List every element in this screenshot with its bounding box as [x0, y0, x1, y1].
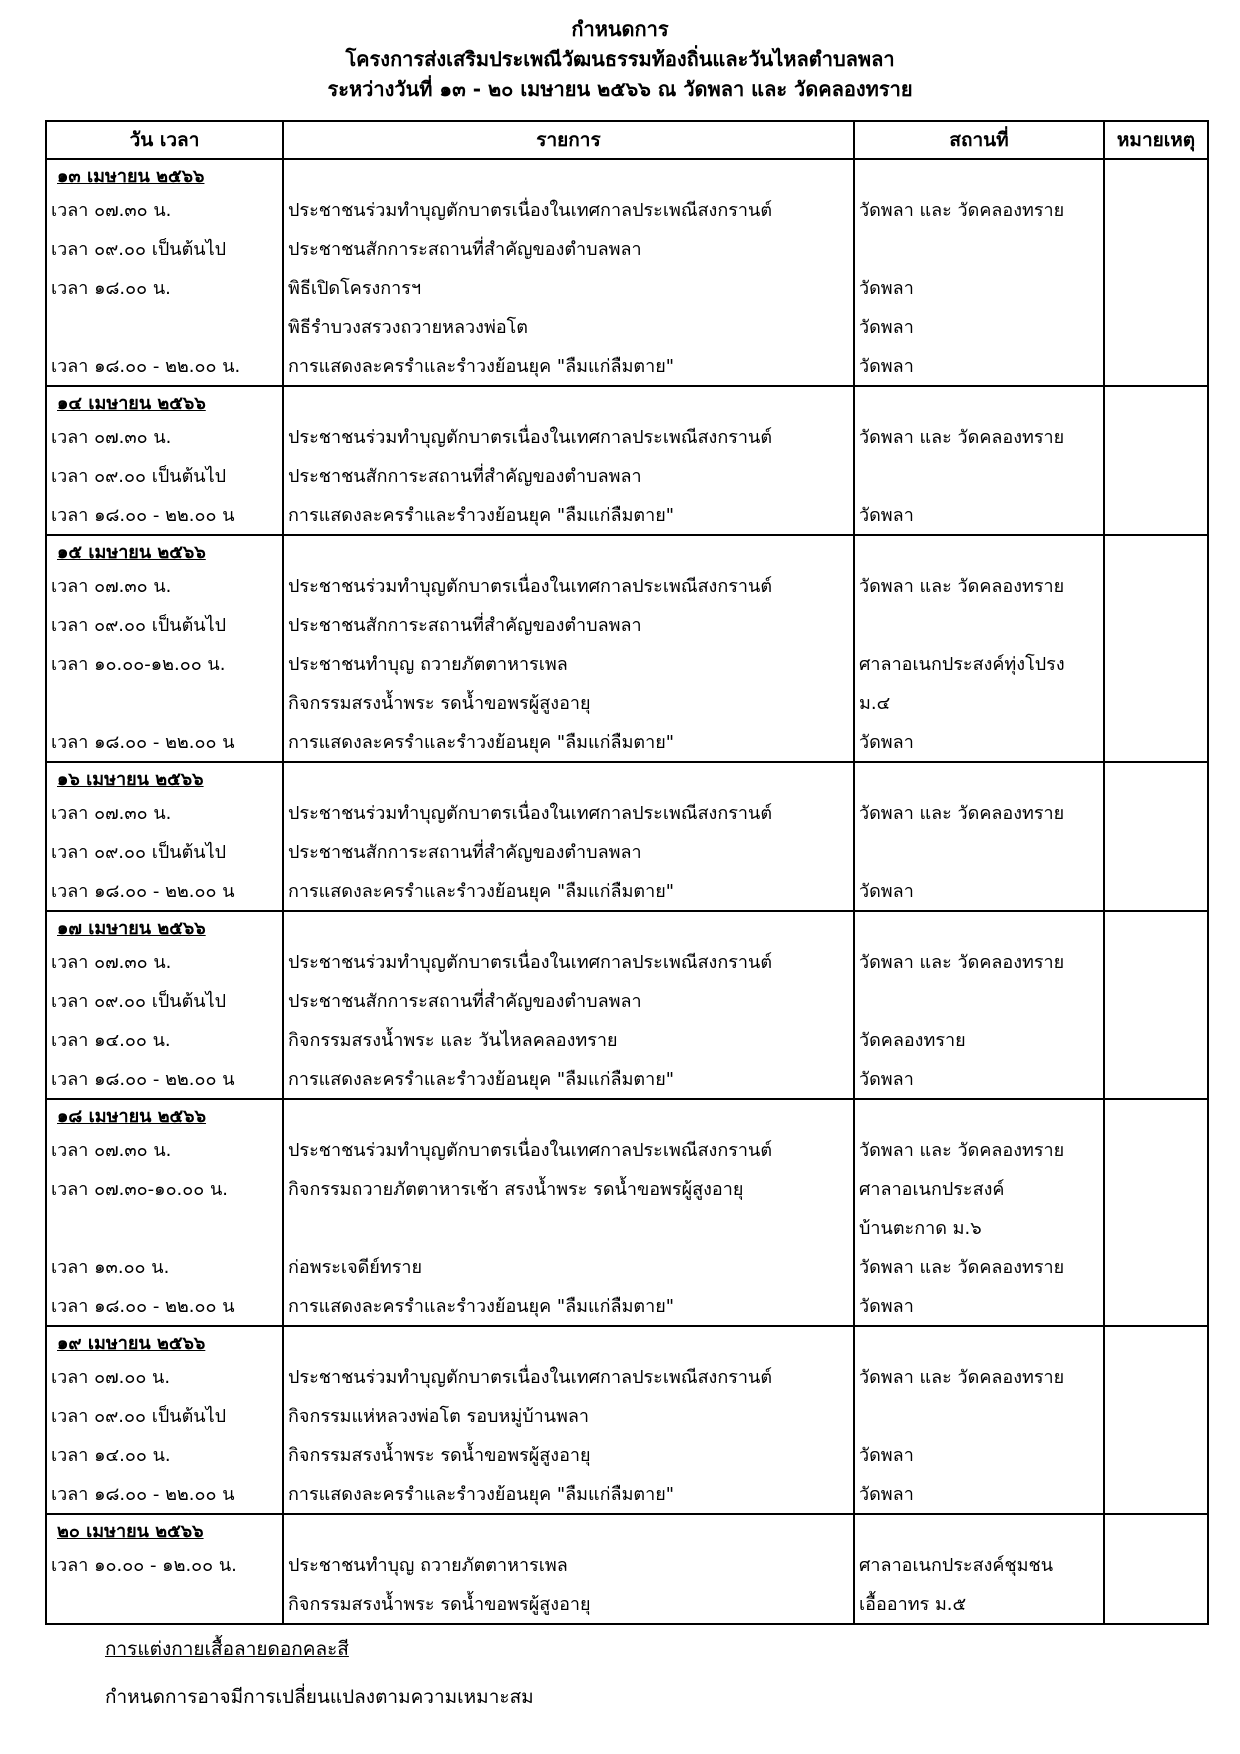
- day-header-row: [46, 386, 1208, 417]
- day-date: ๑๙ เมษายน ๒๕๖๖: [46, 1326, 283, 1357]
- row-remark: [1104, 1435, 1208, 1474]
- row-time: เวลา ๐๗.๓๐ น.: [46, 1130, 283, 1169]
- row-activity: ประชาชนร่วมทำบุญตักบาตรเนื่องในเทศกาลประเพณีสงกรานต์: [283, 417, 854, 456]
- row-place: วัดพลา และ วัดคลองทราย: [854, 417, 1104, 456]
- row-place: [854, 456, 1104, 495]
- schedule-row: [46, 683, 1208, 722]
- row-place: วัดพลา: [854, 495, 1104, 535]
- row-time: เวลา ๐๙.๐๐ เป็นต้นไป: [46, 981, 283, 1020]
- row-remark: [1104, 1208, 1208, 1247]
- row-remark: [1104, 942, 1208, 981]
- row-time: เวลา ๑๘.๐๐ น.: [46, 268, 283, 307]
- day-date: ๒๐ เมษายน ๒๕๖๖: [46, 1514, 283, 1545]
- row-remark: [1104, 417, 1208, 456]
- row-remark: [1104, 495, 1208, 535]
- schedule-row: [46, 942, 1208, 981]
- schedule-row: [46, 605, 1208, 644]
- schedule-row: [46, 1059, 1208, 1099]
- row-time: เวลา ๐๗.๐๐ น.: [46, 1357, 283, 1396]
- row-place: วัดพลา: [854, 1474, 1104, 1514]
- row-activity: การแสดงละครรำและรำวงย้อนยุค "ลืมแก่ลืมตาย": [283, 871, 854, 911]
- row-place: บ้านตะกาด ม.๖: [854, 1208, 1104, 1247]
- row-activity: พิธีรำบวงสรวงถวายหลวงพ่อโต: [283, 307, 854, 346]
- row-place: วัดพลา: [854, 1286, 1104, 1326]
- schedule-row: [46, 190, 1208, 229]
- row-time: เวลา ๐๙.๐๐ เป็นต้นไป: [46, 229, 283, 268]
- row-time: เวลา ๐๙.๐๐ เป็นต้นไป: [46, 456, 283, 495]
- row-remark: [1104, 871, 1208, 911]
- schedule-row: [46, 566, 1208, 605]
- row-time: เวลา ๑๐.๐๐ - ๑๒.๐๐ น.: [46, 1545, 283, 1584]
- row-time: เวลา ๐๗.๓๐-๑๐.๐๐ น.: [46, 1169, 283, 1208]
- row-remark: [1104, 190, 1208, 229]
- row-activity: การแสดงละครรำและรำวงย้อนยุค "ลืมแก่ลืมตาย": [283, 346, 854, 386]
- col-header-activity: รายการ: [283, 121, 854, 159]
- day-header-blank: [1104, 1326, 1208, 1357]
- row-remark: [1104, 722, 1208, 762]
- row-activity: [283, 1208, 854, 1247]
- day-header-blank: [1104, 386, 1208, 417]
- day-header-row: [46, 1514, 1208, 1545]
- schedule-row: [46, 1435, 1208, 1474]
- row-activity: ประชาชนสักการะสถานที่สำคัญของตำบลพลา: [283, 605, 854, 644]
- col-header-place: สถานที่: [854, 121, 1104, 159]
- row-remark: [1104, 605, 1208, 644]
- row-activity: การแสดงละครรำและรำวงย้อนยุค "ลืมแก่ลืมตาย": [283, 495, 854, 535]
- day-header-blank: [854, 535, 1104, 566]
- row-time: เวลา ๑๘.๐๐ - ๒๒.๐๐ น: [46, 871, 283, 911]
- schedule-row: [46, 346, 1208, 386]
- day-header-row: [46, 1099, 1208, 1130]
- day-header-blank: [854, 1514, 1104, 1545]
- day-header-row: [46, 535, 1208, 566]
- row-remark: [1104, 644, 1208, 683]
- row-activity: การแสดงละครรำและรำวงย้อนยุค "ลืมแก่ลืมตาย": [283, 1474, 854, 1514]
- row-remark: [1104, 832, 1208, 871]
- day-header-blank: [1104, 911, 1208, 942]
- title-line-2: โครงการส่งเสริมประเพณีวัฒนธรรมท้องถิ่นและวันไหลตำบลพลา: [345, 47, 895, 71]
- row-time: เวลา ๐๗.๓๐ น.: [46, 417, 283, 456]
- row-activity: ประชาชนทำบุญ ถวายภัตตาหารเพล: [283, 644, 854, 683]
- row-time: เวลา ๑๔.๐๐ น.: [46, 1435, 283, 1474]
- row-remark: [1104, 683, 1208, 722]
- row-remark: [1104, 793, 1208, 832]
- row-time: เวลา ๑๐.๐๐-๑๒.๐๐ น.: [46, 644, 283, 683]
- row-remark: [1104, 1357, 1208, 1396]
- row-activity: ประชาชนสักการะสถานที่สำคัญของตำบลพลา: [283, 229, 854, 268]
- row-time: เวลา ๐๗.๓๐ น.: [46, 942, 283, 981]
- day-date: ๑๗ เมษายน ๒๕๖๖: [46, 911, 283, 942]
- row-place: วัดพลา และ วัดคลองทราย: [854, 1357, 1104, 1396]
- row-place: วัดพลา: [854, 346, 1104, 386]
- row-activity: ประชาชนร่วมทำบุญตักบาตรเนื่องในเทศกาลประเพณีสงกรานต์: [283, 793, 854, 832]
- row-activity: ประชาชนร่วมทำบุญตักบาตรเนื่องในเทศกาลประเพณีสงกรานต์: [283, 190, 854, 229]
- row-activity: ประชาชนทำบุญ ถวายภัตตาหารเพล: [283, 1545, 854, 1584]
- schedule-row: [46, 1474, 1208, 1514]
- row-activity: กิจกรรมสรงน้ำพระ รดน้ำขอพรผู้สูงอายุ: [283, 683, 854, 722]
- row-time: เวลา ๐๙.๐๐ เป็นต้นไป: [46, 832, 283, 871]
- day-header-blank: [1104, 535, 1208, 566]
- row-place: วัดพลา และ วัดคลองทราย: [854, 190, 1104, 229]
- row-activity: ประชาชนร่วมทำบุญตักบาตรเนื่องในเทศกาลประเพณีสงกรานต์: [283, 566, 854, 605]
- day-header-blank: [283, 535, 854, 566]
- row-place: [854, 981, 1104, 1020]
- day-date: ๑๖ เมษายน ๒๕๖๖: [46, 762, 283, 793]
- table-header-row: [46, 121, 1208, 159]
- row-place: ศาลาอเนกประสงค์: [854, 1169, 1104, 1208]
- row-activity: กิจกรรมสรงน้ำพระ และ วันไหลคลองทราย: [283, 1020, 854, 1059]
- row-place: วัดพลา: [854, 307, 1104, 346]
- row-time: เวลา ๐๗.๓๐ น.: [46, 190, 283, 229]
- row-activity: กิจกรรมสรงน้ำพระ รดน้ำขอพรผู้สูงอายุ: [283, 1435, 854, 1474]
- schedule-row: [46, 1286, 1208, 1326]
- row-activity: พิธีเปิดโครงการฯ: [283, 268, 854, 307]
- day-header-blank: [854, 1099, 1104, 1130]
- day-date: ๑๘ เมษายน ๒๕๖๖: [46, 1099, 283, 1130]
- change-disclaimer: กำหนดการอาจมีการเปลี่ยนแปลงตามความเหมาะสม: [105, 1686, 534, 1708]
- row-place: วัดพลา: [854, 871, 1104, 911]
- day-header-row: [46, 762, 1208, 793]
- row-time: เวลา ๑๘.๐๐ - ๒๒.๐๐ น: [46, 1286, 283, 1326]
- row-place: [854, 1396, 1104, 1435]
- row-time: เวลา ๑๘.๐๐ - ๒๒.๐๐ น: [46, 495, 283, 535]
- schedule-row: [46, 722, 1208, 762]
- row-place: วัดพลา: [854, 1435, 1104, 1474]
- day-header-blank: [1104, 159, 1208, 190]
- day-header-blank: [1104, 762, 1208, 793]
- day-header-blank: [854, 159, 1104, 190]
- day-header-blank: [283, 1326, 854, 1357]
- day-header-row: [46, 911, 1208, 942]
- day-header-row: [46, 159, 1208, 190]
- row-time: เวลา ๑๘.๐๐ - ๒๒.๐๐ น: [46, 1474, 283, 1514]
- title-line-1: กำหนดการ: [571, 17, 669, 41]
- row-time: [46, 683, 283, 722]
- row-time: [46, 1208, 283, 1247]
- row-place: วัดพลา และ วัดคลองทราย: [854, 1247, 1104, 1286]
- row-remark: [1104, 566, 1208, 605]
- row-activity: การแสดงละครรำและรำวงย้อนยุค "ลืมแก่ลืมตาย": [283, 722, 854, 762]
- schedule-table: [45, 120, 1209, 1625]
- schedule-row: [46, 1208, 1208, 1247]
- schedule-row: [46, 1396, 1208, 1435]
- schedule-row: [46, 1020, 1208, 1059]
- row-time: เวลา ๐๙.๐๐ เป็นต้นไป: [46, 1396, 283, 1435]
- row-activity: ประชาชนสักการะสถานที่สำคัญของตำบลพลา: [283, 981, 854, 1020]
- row-activity: ประชาชนร่วมทำบุญตักบาตรเนื่องในเทศกาลประเพณีสงกรานต์: [283, 1130, 854, 1169]
- day-date: ๑๓ เมษายน ๒๕๖๖: [46, 159, 283, 190]
- row-remark: [1104, 1584, 1208, 1624]
- row-place: [854, 832, 1104, 871]
- day-header-blank: [1104, 1099, 1208, 1130]
- schedule-row: [46, 793, 1208, 832]
- row-remark: [1104, 981, 1208, 1020]
- row-place: วัดพลา และ วัดคลองทราย: [854, 942, 1104, 981]
- day-header-blank: [854, 386, 1104, 417]
- schedule-body: [46, 159, 1208, 1624]
- schedule-row: [46, 832, 1208, 871]
- row-place: วัดพลา: [854, 1059, 1104, 1099]
- row-place: วัดพลา: [854, 722, 1104, 762]
- row-activity: ประชาชนสักการะสถานที่สำคัญของตำบลพลา: [283, 832, 854, 871]
- row-time: เวลา ๑๘.๐๐ - ๒๒.๐๐ น: [46, 722, 283, 762]
- row-remark: [1104, 1474, 1208, 1514]
- day-header-blank: [283, 386, 854, 417]
- day-date: ๑๔ เมษายน ๒๕๖๖: [46, 386, 283, 417]
- row-time: [46, 307, 283, 346]
- day-header-blank: [1104, 1514, 1208, 1545]
- row-remark: [1104, 346, 1208, 386]
- row-activity: กิจกรรมสรงน้ำพระ รดน้ำขอพรผู้สูงอายุ: [283, 1584, 854, 1624]
- day-date: ๑๕ เมษายน ๒๕๖๖: [46, 535, 283, 566]
- row-activity: การแสดงละครรำและรำวงย้อนยุค "ลืมแก่ลืมตาย": [283, 1059, 854, 1099]
- day-header-row: [46, 1326, 1208, 1357]
- row-place: วัดพลา และ วัดคลองทราย: [854, 1130, 1104, 1169]
- row-remark: [1104, 456, 1208, 495]
- row-remark: [1104, 229, 1208, 268]
- day-header-blank: [854, 762, 1104, 793]
- schedule-row: [46, 1169, 1208, 1208]
- row-place: วัดพลา และ วัดคลองทราย: [854, 566, 1104, 605]
- row-time: เวลา ๐๙.๐๐ เป็นต้นไป: [46, 605, 283, 644]
- row-remark: [1104, 307, 1208, 346]
- row-remark: [1104, 1247, 1208, 1286]
- row-activity: ประชาชนร่วมทำบุญตักบาตรเนื่องในเทศกาลประเพณีสงกรานต์: [283, 942, 854, 981]
- row-place: ม.๔: [854, 683, 1104, 722]
- row-place: เอื้ออาทร ม.๕: [854, 1584, 1104, 1624]
- day-header-blank: [283, 1514, 854, 1545]
- schedule-row: [46, 1545, 1208, 1584]
- row-remark: [1104, 1286, 1208, 1326]
- row-place: ศาลาอเนกประสงค์ชุมชน: [854, 1545, 1104, 1584]
- row-time: เวลา ๑๔.๐๐ น.: [46, 1020, 283, 1059]
- row-place: วัดคลองทราย: [854, 1020, 1104, 1059]
- row-activity: การแสดงละครรำและรำวงย้อนยุค "ลืมแก่ลืมตาย": [283, 1286, 854, 1326]
- schedule-row: [46, 1130, 1208, 1169]
- row-time: เวลา ๑๓.๐๐ น.: [46, 1247, 283, 1286]
- row-time: เวลา ๑๘.๐๐ - ๒๒.๐๐ น: [46, 1059, 283, 1099]
- row-remark: [1104, 1545, 1208, 1584]
- row-place: วัดพลา และ วัดคลองทราย: [854, 793, 1104, 832]
- row-place: [854, 229, 1104, 268]
- row-remark: [1104, 1020, 1208, 1059]
- schedule-row: [46, 307, 1208, 346]
- row-place: [854, 605, 1104, 644]
- row-activity: กิจกรรมถวายภัตตาหารเช้า สรงน้ำพระ รดน้ำขอพรผู้สูงอายุ: [283, 1169, 854, 1208]
- row-time: เวลา ๐๗.๓๐ น.: [46, 793, 283, 832]
- row-activity: ประชาชนร่วมทำบุญตักบาตรเนื่องในเทศกาลประเพณีสงกรานต์: [283, 1357, 854, 1396]
- row-remark: [1104, 1130, 1208, 1169]
- schedule-row: [46, 644, 1208, 683]
- schedule-row: [46, 268, 1208, 307]
- schedule-row: [46, 495, 1208, 535]
- row-activity: ก่อพระเจดีย์ทราย: [283, 1247, 854, 1286]
- day-header-blank: [283, 911, 854, 942]
- day-header-blank: [283, 762, 854, 793]
- schedule-row: [46, 229, 1208, 268]
- row-time: เวลา ๑๘.๐๐ - ๒๒.๐๐ น.: [46, 346, 283, 386]
- schedule-row: [46, 417, 1208, 456]
- day-header-blank: [854, 911, 1104, 942]
- dress-code-note: การแต่งกายเสื้อลายดอกคละสี: [105, 1638, 349, 1660]
- row-place: วัดพลา: [854, 268, 1104, 307]
- document-header: [0, 14, 1240, 104]
- title-line-3: ระหว่างวันที่ ๑๓ - ๒๐ เมษายน ๒๕๖๖ ณ วัดพลา และ วัดคลองทราย: [327, 77, 913, 101]
- row-activity: ประชาชนสักการะสถานที่สำคัญของตำบลพลา: [283, 456, 854, 495]
- day-header-blank: [854, 1326, 1104, 1357]
- schedule-row: [46, 1247, 1208, 1286]
- row-time: เวลา ๐๗.๓๐ น.: [46, 566, 283, 605]
- schedule-row: [46, 456, 1208, 495]
- col-header-time: วัน เวลา: [46, 121, 283, 159]
- row-remark: [1104, 1059, 1208, 1099]
- schedule-row: [46, 1357, 1208, 1396]
- schedule-row: [46, 981, 1208, 1020]
- row-activity: กิจกรรมแห่หลวงพ่อโต รอบหมู่บ้านพลา: [283, 1396, 854, 1435]
- schedule-row: [46, 1584, 1208, 1624]
- row-time: [46, 1584, 283, 1624]
- day-header-blank: [283, 159, 854, 190]
- row-remark: [1104, 1396, 1208, 1435]
- row-remark: [1104, 1169, 1208, 1208]
- schedule-row: [46, 871, 1208, 911]
- col-header-remark: หมายเหตุ: [1104, 121, 1208, 159]
- row-place: ศาลาอเนกประสงค์ทุ่งโปรง: [854, 644, 1104, 683]
- day-header-blank: [283, 1099, 854, 1130]
- row-remark: [1104, 268, 1208, 307]
